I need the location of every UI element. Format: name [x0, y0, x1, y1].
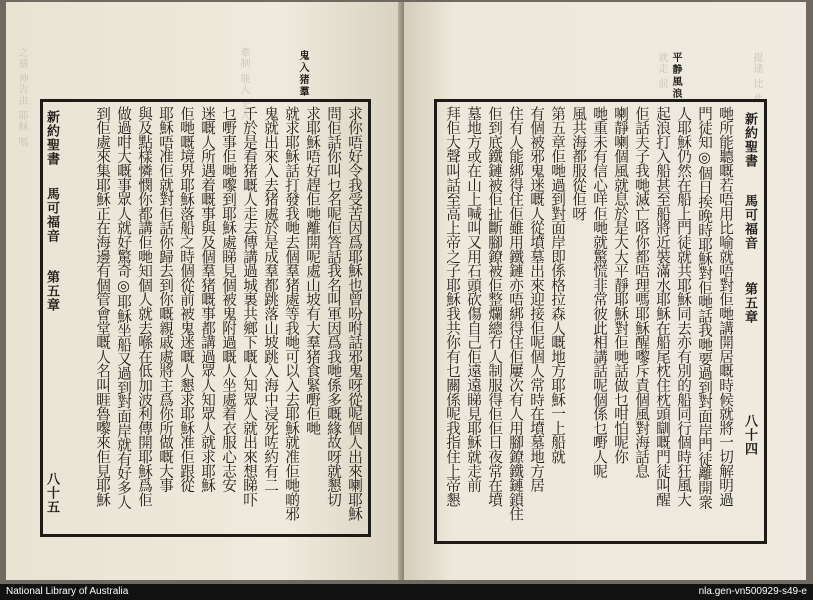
text-column: 問佢話你叫乜名呢佢答話我名叫軍因爲我哋係多嘅緣故呀就懇切: [325, 106, 342, 507]
chapter-label: 第五章: [742, 282, 757, 324]
section-title: 平静風浪: [670, 52, 681, 100]
text-column: 到佢處來集耶穌正在海邊有個管會堂嘅人名叫睚魯嚟來佢見耶穌: [94, 106, 111, 507]
bleed-through-text: 之禱 神告由 耶穌 嗎: [16, 47, 27, 148]
text-column: 佢到底鐵鏈被佢扯斷腳鐐被佢整爛總冇人制服得佢佢日夜常在墳: [486, 106, 503, 507]
gospel-title: 馬可福音: [742, 194, 757, 250]
text-column: 就求耶穌話打發我哋去個羣猪處等我哋可以入去耶穌就准佢哋啲邪: [283, 106, 300, 521]
text-column: 求你唔好令我受苦因爲耶穌也曾吩咐話邪鬼呀從呢個人出來喇耶穌: [346, 106, 363, 521]
gospel-title: 馬可福音: [44, 187, 59, 243]
text-column: 拜佢大聲叫話至高上帝之子耶穌我共你有乜關係呢我指住上帝懇: [444, 106, 461, 507]
right-body-text: [440, 106, 736, 533]
library-name: National Library of Australia: [6, 586, 129, 597]
left-page: [6, 2, 402, 580]
book-title: 新約聖書: [742, 112, 757, 168]
bleed-through-text: 牽制 能入 夫人: [238, 47, 249, 122]
page-number: 八十五: [44, 472, 59, 514]
text-column: 喇靜喇個風就息於是大大平靜耶穌對佢哋話做乜咁怕呢你: [612, 106, 629, 464]
bleed-through-text: 捉逢 比 此: [751, 52, 762, 105]
text-column: 哋所能聽嘅若唔用比喻就唔對佢哋講開居嘅時候就將一切解明過: [717, 106, 734, 507]
section-title: 鬼入猪羣: [297, 50, 308, 98]
bleed-through-text: 就走 前: [656, 52, 667, 90]
image-identifier: nla.gen-vn500929-s49-e: [698, 586, 807, 597]
text-column: 哋重未有信心咩佢哋就驚慌非常彼此相講話呢個係乜嘢人呢: [591, 106, 608, 478]
text-column: 門徒知◎個日挨晚時耶穌對佢哋話我哋要過到對面岸門徒離開衆: [696, 106, 713, 509]
right-page: [404, 2, 806, 580]
text-column: 起浪打入船甚至船將近裝滿水耶穌在船尾枕住枕頭瞓嘅門徒叫醒: [654, 106, 671, 507]
text-column: 求耶穌唔好趕佢哋離開呢處山坡有大羣猪食緊嘢佢哋: [304, 106, 321, 435]
text-column: 佢話夫子我哋滅亡咯你都唔理嗎耶穌醒嚟斥責個風對海話息: [633, 106, 650, 478]
library-footer-bar: [0, 584, 813, 600]
text-column: 墓地方或在山上喊叫又用石頭砍傷自己佢遠遠睇見耶穌就走前: [465, 106, 482, 493]
page-number: 八十四: [742, 414, 757, 456]
text-column: 乜嘢事佢哋嚟到耶穌處睇見個被鬼附過嘅人坐處着衣服心志安: [220, 106, 237, 493]
text-column: 做過咁大嘅事眾人就好驚奇◎耶穌坐船又過到對面岸就有好多人: [115, 106, 132, 509]
left-body-text: [64, 106, 365, 533]
text-column: 耶穌唔准佢就對佢話你歸去到你嘅親戚處將主爲你所做嘅大事: [157, 106, 174, 493]
book-spread: [6, 2, 806, 580]
text-column: 住有人能綁得住佢雖用鐵鏈亦唔綁得住佢屢次有人用腳鐐鐵鏈鎖住: [507, 106, 524, 521]
text-column: 迷嘅人所遇着嘅事與及個羣猪嘅事都講過眾人知眾人就求耶穌: [199, 106, 216, 493]
text-column: 千於是看猪嘅人走去傳講過城裏共鄉下嘅人知眾人就出來想睇吓: [241, 106, 258, 507]
book-title: 新約聖書: [44, 110, 59, 166]
text-column: 鬼就出來入去猪處於是成羣都跳落山坡跳入海中浸死咗約有二: [262, 106, 279, 493]
text-column: 佢哋嘅境界耶穌落船之時個從前被鬼迷嘅人懇求耶穌准佢跟從: [178, 106, 195, 493]
text-column: 風共海都服從佢呀: [570, 106, 587, 221]
chapter-label: 第五章: [44, 270, 59, 312]
text-column: 有個被邪鬼迷嘅人從墳墓出來迎接佢呢個人常時在墳墓地方居: [528, 106, 545, 493]
text-column: 人耶穌仍然在船上門徒就共耶穌同去亦有別的船同行個時狂風大: [675, 106, 692, 507]
text-column: 與及點樣憐憫你都講佢哋知個人就去喺在低加波利傳開耶穌爲佢: [136, 106, 153, 507]
text-column: 第五章佢哋過到對面岸即係格拉森人嘅地方耶穌一上船就: [549, 106, 566, 464]
